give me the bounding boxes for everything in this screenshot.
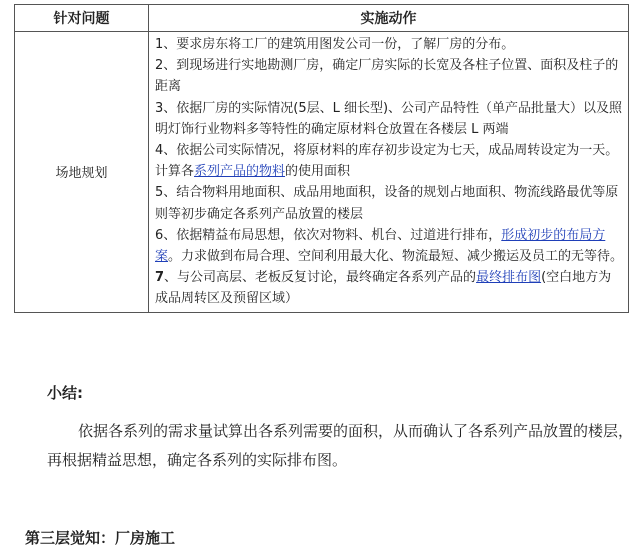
- step-7-link[interactable]: 最终排布图: [476, 270, 542, 286]
- step-1: 1、要求房东将工厂的建筑用图发公司一份，了解厂房的分布。: [155, 37, 515, 52]
- step-4-tail: 的使用面积: [285, 164, 351, 180]
- step-6-tail: 。力求做到布局合理、空间利用最大化、物流最短、减少搬运及员工的无等待。: [168, 249, 624, 265]
- section-heading: 第三层觉知：厂房施工: [25, 529, 176, 547]
- summary-text: 依据各系列的需求量试算出各系列需要的面积，从而确认了各系列产品放置的楼层，再根据精益思想，确定各系列的实际排布图。: [47, 422, 634, 469]
- step-7-text: 、与公司高层、老板反复讨论，最终确定各系列产品的: [164, 270, 477, 286]
- step-6: [155, 225, 624, 267]
- step-3: 3、依据厂房的实际情况(5层、L 细长型)、公司产品特性（单产品批量大）以及照明灯饰行业物料多等特性的确定原材料仓放置在各楼层 L 两端: [155, 100, 623, 137]
- table-row: [15, 32, 629, 313]
- table-header-row: [15, 5, 629, 32]
- step-6-link[interactable]: 形成初步的布局方案: [155, 227, 606, 265]
- step-4-link[interactable]: 系列产品的物料: [194, 164, 286, 180]
- action-steps: [149, 32, 629, 313]
- header-action: 实施动作: [149, 5, 629, 32]
- step-7-number: 7: [155, 270, 165, 286]
- step-2: 2、到现场进行实地勘测厂房，确定厂房实际的长宽及各柱子位置、面积及柱子的距离: [155, 58, 619, 95]
- step-5: 5、结合物料用地面积、成品用地面积，设备的规划占地面积、物流线路最优等原则等初步确定各系列产品放置的楼层: [155, 185, 619, 222]
- issue-category: 场地规划: [15, 32, 149, 313]
- step-4: [155, 140, 624, 182]
- step-7: [155, 267, 624, 309]
- step-7-tail: (空白地方为成品周转区及预留区域）: [155, 270, 612, 307]
- summary-title: 小结:: [47, 384, 83, 402]
- planning-table: [14, 4, 629, 313]
- header-issue: 针对问题: [15, 5, 149, 32]
- summary-paragraph: [47, 417, 635, 475]
- step-6-text: 6、依据精益布局思想，依次对物料、机台、过道进行排布，: [155, 227, 502, 243]
- step-4-text: 4、依据公司实际情况，将原材料的库存初步设定为七天，成品周转设定为一天。计算各: [155, 143, 619, 180]
